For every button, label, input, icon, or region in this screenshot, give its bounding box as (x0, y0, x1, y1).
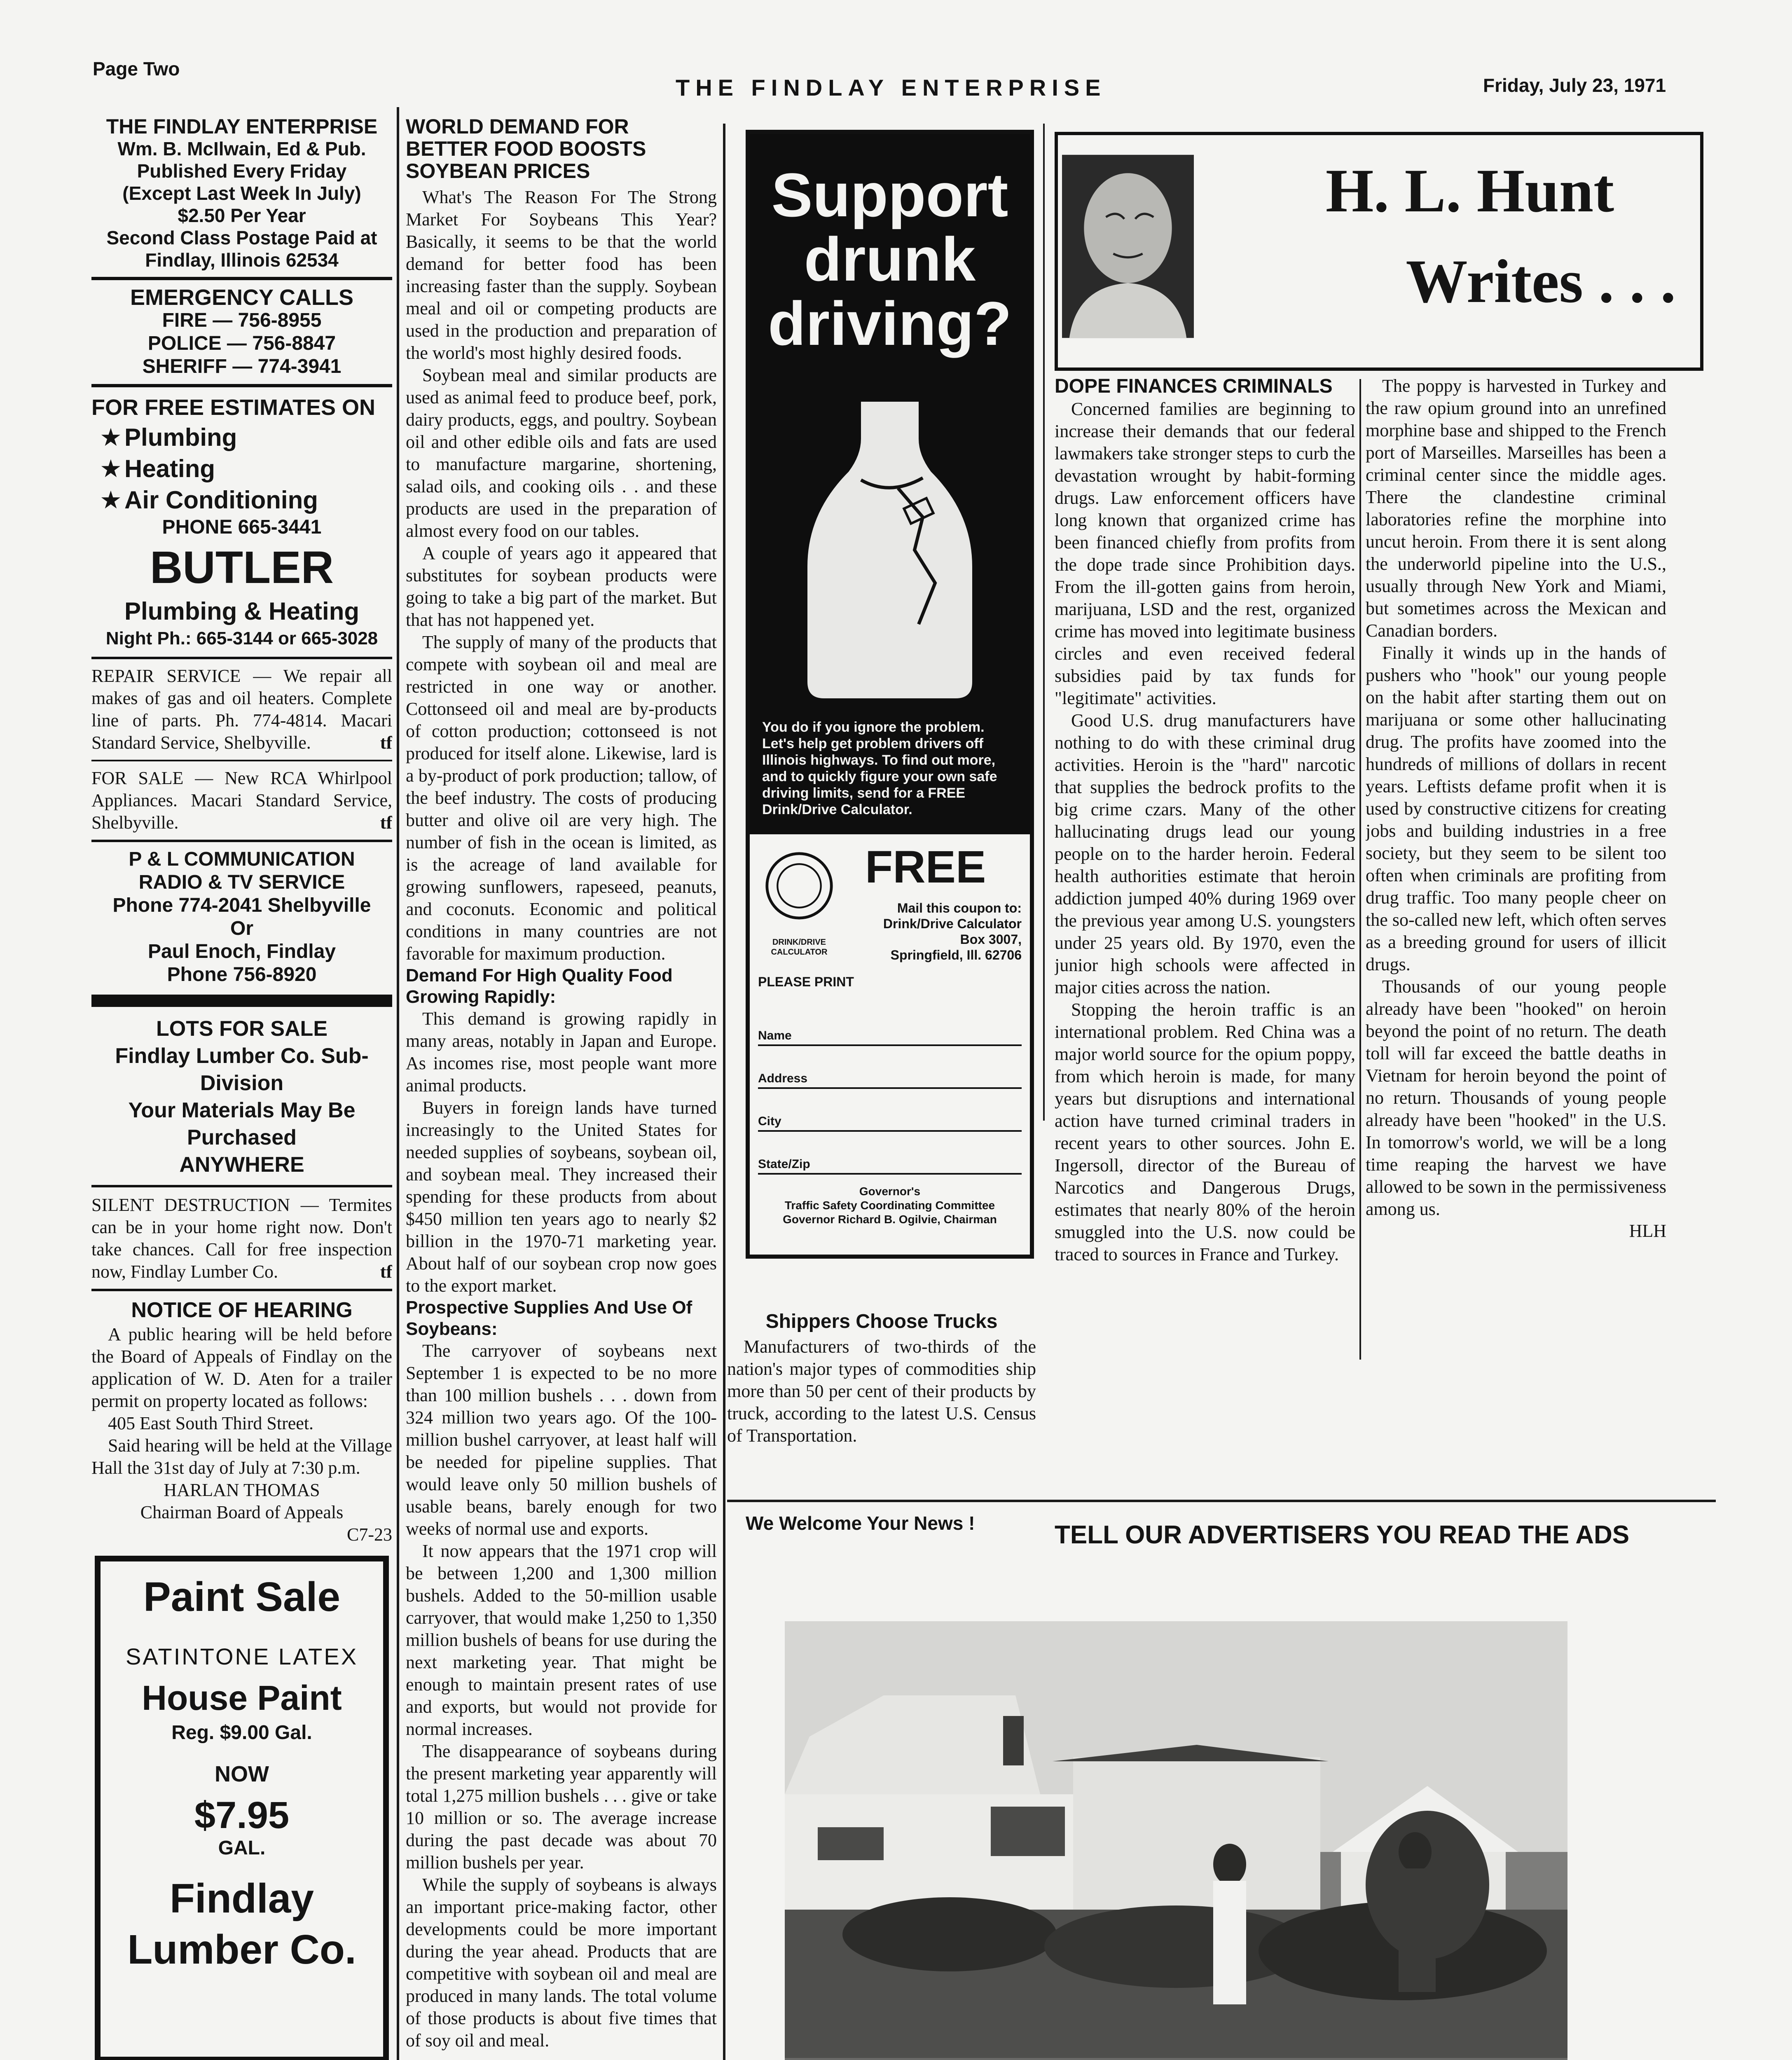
article-subhead: Demand For High Quality Food Growing Rapidly: (406, 965, 673, 1007)
enterprise-line: Findlay, Illinois 62534 (145, 249, 339, 271)
lots-line: Your Materials May Be Purchased (128, 1098, 356, 1149)
article-paragraph: It now appears that the 1971 crop will be between 1,200 and 1,300 million bushels. Added to the 50-million usable carryover, that would make 1,250 to 1,350 million bushels of beans for use during the next marketing year. That might be enough to maintain present rates of use and exports, but would not provide for normal increases. (406, 1541, 717, 1739)
coupon-address (857, 900, 1022, 963)
enterprise-line: Second Class Postage Paid at (106, 227, 377, 248)
calculator-seal-label: DRINK/DRIVE CALCULATOR (771, 938, 828, 957)
paint-sale-price: $7.95 (194, 1794, 290, 1836)
paint-headline: Paint Sale (143, 1574, 340, 1620)
enterprise-line: Published Every Friday (137, 160, 347, 182)
bottle-icon (750, 393, 1030, 707)
footer-line: Traffic Safety Coordinating Committee (784, 1199, 995, 1212)
paint-store-2: Lumber Co. (127, 1927, 356, 1973)
divider (91, 657, 392, 659)
hearing-text-2: Said hearing will be held at the Village Hall the 31st day of July at 7:30 p.m. (91, 1435, 392, 1478)
paint-sale-ad (95, 1556, 389, 2060)
column-soybean-article (406, 115, 717, 2060)
field-label: City (758, 1114, 781, 1128)
paint-regular-price: Reg. $9.00 Gal. (171, 1722, 312, 1744)
column-rule (723, 124, 725, 2060)
pl-line: RADIO & TV SERVICE (138, 871, 345, 893)
shippers-body: Manufacturers of two-thirds of the nation's major types of commodities ship more than 50 per cent of their products by truck, according to the latest U.S. Census of Transportation. (727, 1337, 1036, 1446)
silent-destruction-ad: SILENT DESTRUCTION — Termites can be in your home right now. Don't take chances. Call for free inspection now, Findlay Lumber Co. tf (91, 1195, 392, 1282)
free-label: FREE (865, 842, 986, 892)
enterprise-info (91, 115, 392, 271)
divider (91, 277, 392, 280)
butler-item: ★ Plumbing (100, 422, 392, 453)
soybean-headline: WORLD DEMAND FOR BETTER FOOD BOOSTS SOYBEAN PRICES (406, 115, 646, 183)
coupon-line: Springfield, Ill. 62706 (890, 948, 1022, 962)
emergency-line: FIRE — 756-8955 (162, 309, 322, 331)
hunt-paragraph: Concerned families are beginning to increase their demands that our federal lawmakers take stronger steps to curb the devastation wrought by habit-forming drugs. Law enforcement officers have long known that organized crime has been financed chiefly from profits from the dope trade since Prohibition days. From the ill-gotten gains from heroin, marijuana, LSD and the rest, organized crime has moved into legitimate business circles and even received federal subsidies paid by tax funds for "legitimate" activities. (1055, 399, 1355, 708)
field-label: Name (758, 1029, 792, 1042)
enterprise-line: $2.50 Per Year (178, 205, 306, 226)
lots-line: Findlay Lumber Co. Sub-Division (115, 1044, 369, 1095)
hearing-signature: HARLAN THOMAS (164, 1480, 320, 1500)
coupon-form (758, 1003, 1022, 1175)
article-paragraph: The carryover of soybeans next September 1 is expected to be no more than 100 million bushels . . . down from 324 million two years ago. Of the 100-million bushel carryover, at least half will be needed for pipeline supplies. That would leave only 50 million bushels of usable beans, barely enough for two weeks of normal use and exports. (406, 1341, 717, 1539)
hearing-address: 405 East South Third Street. (108, 1413, 314, 1433)
emergency-line: SHERIFF — 774-3941 (142, 356, 342, 377)
butler-item: ★ Air Conditioning (100, 485, 392, 516)
hunt-column-1 (1055, 375, 1355, 1496)
paint-product: House Paint (142, 1678, 342, 1717)
field-label: Address (758, 1072, 808, 1085)
hunt-paragraph: Good U.S. drug manufacturers have nothing to do with these criminal drug activities. Heroin is the "hard" narcotic that supplies the bedrock profits to the big crime czars. Many of the other hallucinating drugs lead our young people on to the harder heroin. Federal health authorities estimate that heroin addiction jumped 40% during 1969 over the previous year among U.S. youngsters under 25 years old. By 1970, even the junior high schools were affected in major cities across the nation. (1055, 710, 1355, 997)
page-number: Page Two (93, 58, 180, 80)
paint-brand: SATINTONE LATEX (125, 1643, 358, 1669)
divider (91, 1289, 392, 1291)
lots-line: ANYWHERE (179, 1153, 304, 1177)
enterprise-name: THE FINDLAY ENTERPRISE (106, 115, 378, 138)
star-icon: ★ (100, 455, 122, 482)
forsale-ad: FOR SALE — New RCA Whirlpool Appliances. Macari Standard Service, Shelbyville. tf (91, 768, 392, 833)
butler-night: Night Ph.: 665-3144 or 665-3028 (105, 628, 378, 648)
paint-now: NOW (215, 1762, 269, 1786)
divider (91, 840, 392, 842)
horizontal-rule (727, 1500, 1716, 1502)
shippers-title: Shippers Choose Trucks (765, 1311, 998, 1332)
hearing-title: NOTICE OF HEARING (131, 1298, 353, 1322)
enterprise-line: (Except Last Week In July) (122, 183, 361, 204)
lots-line: LOTS FOR SALE (156, 1017, 328, 1041)
hunt-subtitle: Writes . . . (1406, 247, 1676, 316)
coupon-line: Drink/Drive Calculator (883, 916, 1022, 931)
divider (91, 1185, 392, 1187)
coupon-line: Box 3007, (960, 932, 1022, 947)
article-subhead: Prospective Supplies And Use Of Soybeans: (406, 1297, 692, 1339)
hunt-paragraph: Finally it winds up in the hands of pushers who "hook" our young people on the habit after starting them out on marijuana or some other hallucinating drug. The profits have zoomed into the hundreds of millions of dollars in recent years. Leftists defame profit when it is used by constructive citizens for creating jobs and building industries in a free society, but they seem to be silent too often when criminals are profiting from drug traffic. Too many people cheer on the so-called new left, which often serves as a breeding ground for users of illicit drugs. (1366, 643, 1666, 974)
coupon-address-field[interactable] (758, 1046, 1022, 1089)
welcome-news: We Welcome Your News ! (746, 1512, 975, 1534)
star-icon: ★ (100, 486, 122, 514)
emergency-title: EMERGENCY CALLS (130, 285, 354, 310)
coupon-line: Mail this coupon to: (897, 901, 1022, 915)
butler-title: FOR FREE ESTIMATES ON (91, 395, 376, 420)
column-rule (1359, 379, 1361, 1360)
article-paragraph: What's The Reason For The Strong Market For Soybeans This Year? Basically, it seems to be that the world demand for better food has been increasing faster than the supply. Soybean meal and oil or competing products are used in the production and preparation of the world's most highly desired foods. (406, 187, 717, 363)
divider (91, 760, 392, 761)
article-paragraph: The disappearance of soybeans during the present marketing year apparently will total 1,275 million bushels . . . give or take 10 million or so. The average increase during the past decade was about 70 million bushels per year. (406, 1741, 717, 1873)
drunk-ad-body: You do if you ignore the problem. Let's help get problem drivers off Illinois highways. To find out more, and to quickly figure your own safe driving limits, send for a FREE Drink/Drive Calculator. (762, 719, 997, 817)
hunt-paragraph: The poppy is harvested in Turkey and the raw opium ground into an unrefined morphine base and shipped to the French port of Marseilles. Marseilles has been a criminal center since the middle ages. There the clandestine criminal laboratories refine the morphine into uncut heroin. From there it is sent along the underworld pipeline into the U.S., usually through New York and Miami, but sometimes across the Mexican and Canadian borders. (1366, 376, 1666, 641)
divider-thick (91, 995, 392, 1007)
please-print: PLEASE PRINT (758, 974, 854, 989)
repair-ad: REPAIR SERVICE — We repair all makes of gas and oil heaters. Complete line of parts. Ph. 774-4814. Macari Standard Service, Shelbyville. tf (91, 666, 392, 753)
butler-item: ★ Heating (100, 453, 392, 485)
coupon-city-field[interactable] (758, 1089, 1022, 1132)
tell-advertisers: TELL OUR ADVERTISERS YOU READ THE ADS (1055, 1521, 1630, 1549)
hunt-headline: DOPE FINANCES CRIMINALS (1055, 375, 1333, 397)
butler-name: BUTLER (150, 542, 334, 593)
butler-phone: PHONE 665-3441 (162, 516, 322, 538)
hunt-paragraph: Thousands of our young people already have been "hooked" on heroin beyond the point of no return. The death toll will far exceed the battle deaths in Vietnam for heroin beyond the point of no return. Thousands of young people already have been "hooked" in the U.S. In tomorrow's world, we will be a long time reaping the harvest we have allowed to be sown in the permissiveness among us. (1366, 976, 1666, 1219)
pl-line: Paul Enoch, Findlay (147, 941, 336, 962)
pl-line: P & L COMMUNICATION (129, 848, 355, 870)
hearing-code: C7-23 (347, 1524, 392, 1545)
column-rule (1043, 124, 1045, 1121)
lots-ad (91, 1015, 392, 1178)
butler-sub: Plumbing & Heating (124, 597, 359, 625)
star-icon: ★ (100, 424, 122, 451)
field-label: State/Zip (758, 1157, 810, 1171)
masthead-title: THE FINDLAY ENTERPRISE (676, 75, 1107, 101)
hunt-signature: HLH (1629, 1221, 1666, 1241)
portrait-photo (1062, 147, 1194, 345)
pl-line: Phone 756-8920 (167, 964, 317, 986)
paint-unit: GAL. (218, 1837, 266, 1859)
emergency-calls (91, 286, 392, 378)
shippers-article (727, 1310, 1036, 1447)
footer-line: Governor's (859, 1185, 921, 1198)
column-classifieds (91, 115, 392, 2060)
house-photo (785, 1621, 1567, 2060)
hunt-column-2 (1366, 375, 1666, 1496)
drunk-ad-headline: Support drunk driving? (768, 160, 1012, 358)
coupon-state-field[interactable] (758, 1132, 1022, 1175)
butler-ad (91, 393, 392, 651)
hunt-title: H. L. Hunt (1325, 157, 1614, 225)
drunk-ad-black-panel (750, 134, 1030, 834)
pl-line: Phone 774-2041 Shelbyville (112, 894, 371, 916)
article-paragraph: While the supply of soybeans is always an important price-making factor, other developments could be more important during the year ahead. Products that are competitive with soybean oil and meal are produced in many lands. The total volume of those products is about five times that of soy oil and meal. (406, 1875, 717, 2051)
article-paragraph: The supply of many of the products that compete with soybean oil and meal are restricted in one way or another. Cottonseed oil and meal are by-products of cotton production; cottonseed is not produced for itself alone. Likewise, lard is a by-product of pork production; tallow, of the beef industry. The costs of producing butter and olive oil are very high. The number of fish in the ocean is limited, as is the acreage of land available for growing sunflowers, rapeseed, peanuts, and coconuts. Economic and political conditions in many countries are not favorable for maximum production. (406, 632, 717, 964)
divider (91, 384, 392, 387)
article-paragraph: This demand is growing rapidly in many areas, notably in Japan and Europe. As incomes rise, most people want more animal products. (406, 1009, 717, 1096)
article-paragraph: Buyers in foreign lands have turned increasingly to the United States for needed supplies of soybeans, soybean oil, and soybean meal. They increased their spending for these products from about $450 million ten years ago to nearly $2 billion in the 1970-71 marketing year. About half of our soybean crop now goes to the export market. (406, 1098, 717, 1296)
column-rule (397, 107, 399, 2060)
hearing-text: A public hearing will be held before the Board of Appeals of Findlay on the application of W. D. Aten for a trailer permit on property located as follows: (91, 1324, 392, 1411)
hunt-paragraph: Stopping the heroin traffic is an international problem. Red China was a major world source for the opium poppy, from which heroin is made, for many years but disruptions and international action have turned criminal traders in recent years to other sources. John E. Ingersoll, director of the Bureau of Narcotics and Dangerous Drugs, estimates that nearly 80% of the heroin smuggled into the U.S. now could be traced to sources in France and Turkey. (1055, 1000, 1355, 1264)
paint-store: Findlay (169, 1875, 314, 1922)
hunt-header (1055, 132, 1703, 371)
article-paragraph: A couple of years ago it appeared that substitutes for soybean products were going to take a big part of the market. But that has not happened yet. (406, 543, 717, 630)
drunk-driving-ad (746, 130, 1034, 1259)
drunk-ad-footer (758, 1184, 1022, 1227)
article-paragraph: Soybean meal and similar products are used as animal feed to produce beef, pork, dairy products, eggs, and poultry. Soybean oil and other edible oils and fats are used to manufacture margarine, shortening, salad oils, and cooking oils . . and these products are used in the preparation of almost every food on our tables. (406, 365, 717, 541)
emergency-line: POLICE — 756-8847 (147, 332, 336, 354)
calculator-seal-icon (764, 851, 834, 921)
pl-communication-ad (91, 848, 392, 986)
footer-line: Governor Richard B. Ogilvie, Chairman (783, 1213, 997, 1226)
pl-line: Or (230, 918, 253, 939)
enterprise-publisher: Wm. B. McIlwain, Ed & Pub. (117, 138, 366, 159)
coupon-name-field[interactable] (758, 1003, 1022, 1046)
masthead-date: Friday, July 23, 1971 (1483, 75, 1666, 96)
hearing-signature-title: Chairman Board of Appeals (140, 1502, 344, 1522)
